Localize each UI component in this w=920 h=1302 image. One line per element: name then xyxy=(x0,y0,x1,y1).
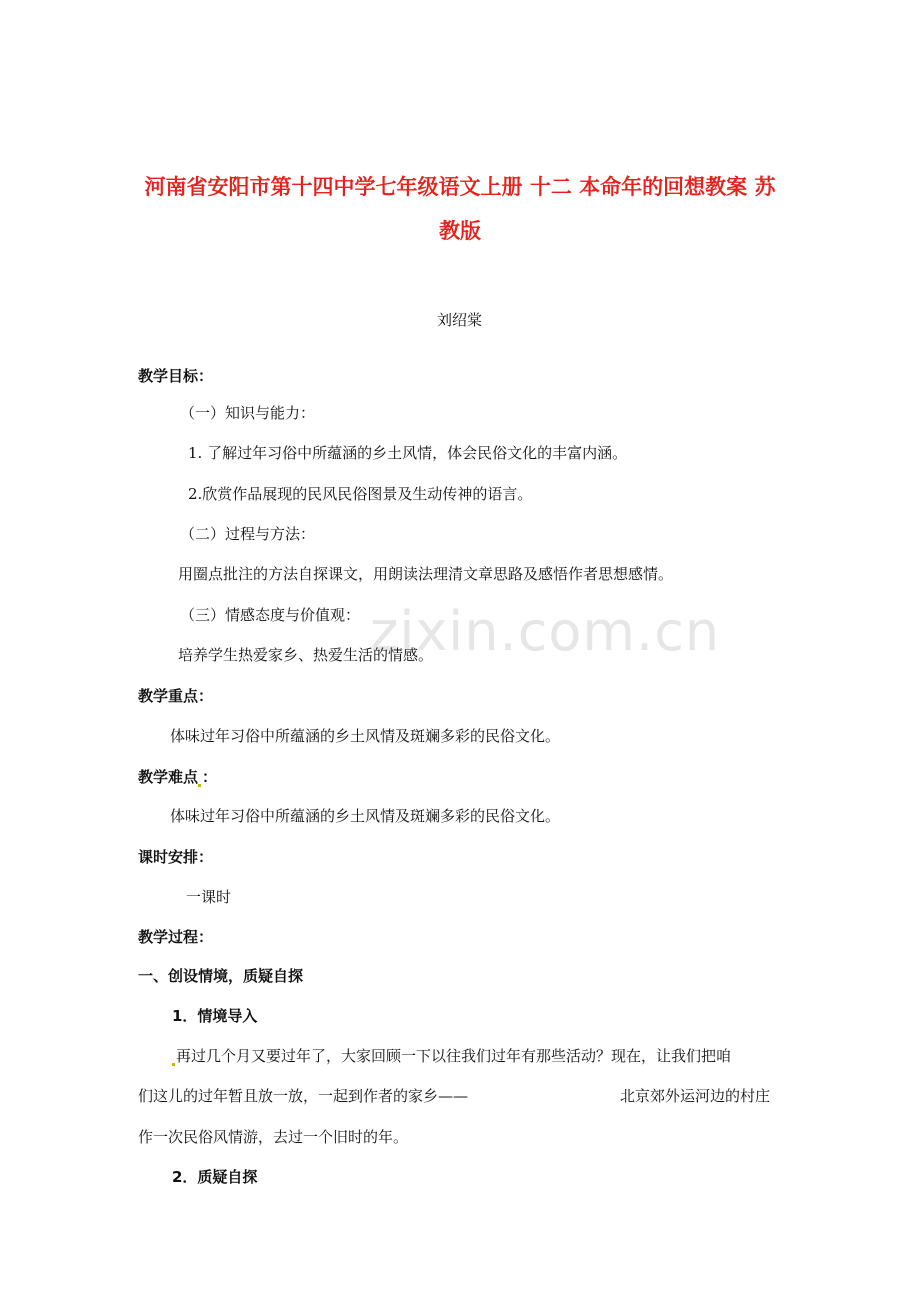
objective-2-text: 用圈点批注的方法自探课文，用朗读法理清文章思路及感悟作者思想感情。 xyxy=(178,565,674,583)
process-heading: 教学过程： xyxy=(138,928,214,946)
objectives-heading: 教学目标： xyxy=(138,367,214,385)
watermark: zixin.com.cn xyxy=(370,600,721,663)
difficulty-text: 体味过年习俗中所蕴涵的乡土风情及斑斓多彩的民俗文化。 xyxy=(170,807,561,825)
objective-1-heading: （一）知识与能力： xyxy=(180,404,316,422)
edit-mark xyxy=(198,784,201,787)
edit-mark xyxy=(172,1063,175,1066)
step-1-line-1-text: 再过几个月又要过年了，大家回顾一下以往我们过年有那些活动？现在，让我们把咱 xyxy=(176,1047,732,1065)
step-1-line-3: 作一次民俗风情游，去过一个旧时的年。 xyxy=(138,1128,409,1146)
objective-1-item-1: 1. 了解过年习俗中所蕴涵的乡土风情，体会民俗文化的丰富内涵。 xyxy=(188,444,628,462)
step-1-line-2a: 们这儿的过年暂且放一放，一起到作者的家乡—— xyxy=(138,1087,469,1105)
objective-1-item-2: 2.欣赏作品展现的民风民俗图景及生动传神的语言。 xyxy=(188,485,533,503)
step-1-line-1 xyxy=(172,1046,731,1066)
objective-3-text: 培养学生热爱家乡、热爱生活的情感。 xyxy=(178,646,434,664)
document-title-line-1: 河南省安阳市第十四中学七年级语文上册 十二 本命年的回想教案 苏 xyxy=(144,175,776,199)
difficulty-heading-colon: ： xyxy=(202,768,218,786)
schedule-heading: 课时安排： xyxy=(138,848,214,866)
focus-text: 体味过年习俗中所蕴涵的乡土风情及斑斓多彩的民俗文化。 xyxy=(170,727,561,745)
author: 刘绍棠 xyxy=(437,311,483,329)
step-1-heading: 1．情境导入 xyxy=(172,1007,258,1025)
objective-3-heading: （三）情感态度与价值观： xyxy=(180,606,361,624)
difficulty-heading xyxy=(138,767,217,787)
step-2-heading: 2．质疑自探 xyxy=(172,1168,258,1186)
schedule-text: 一课时 xyxy=(186,888,232,906)
objective-2-heading: （二）过程与方法： xyxy=(180,525,316,543)
document-title-line-2: 教版 xyxy=(439,219,481,243)
focus-heading: 教学重点： xyxy=(138,687,214,705)
step-1-line-2b: 北京郊外运河边的村庄 xyxy=(620,1087,771,1105)
section-1-heading: 一、创设情境，质疑自探 xyxy=(138,967,304,985)
difficulty-heading-label: 教学难点 xyxy=(138,768,199,786)
